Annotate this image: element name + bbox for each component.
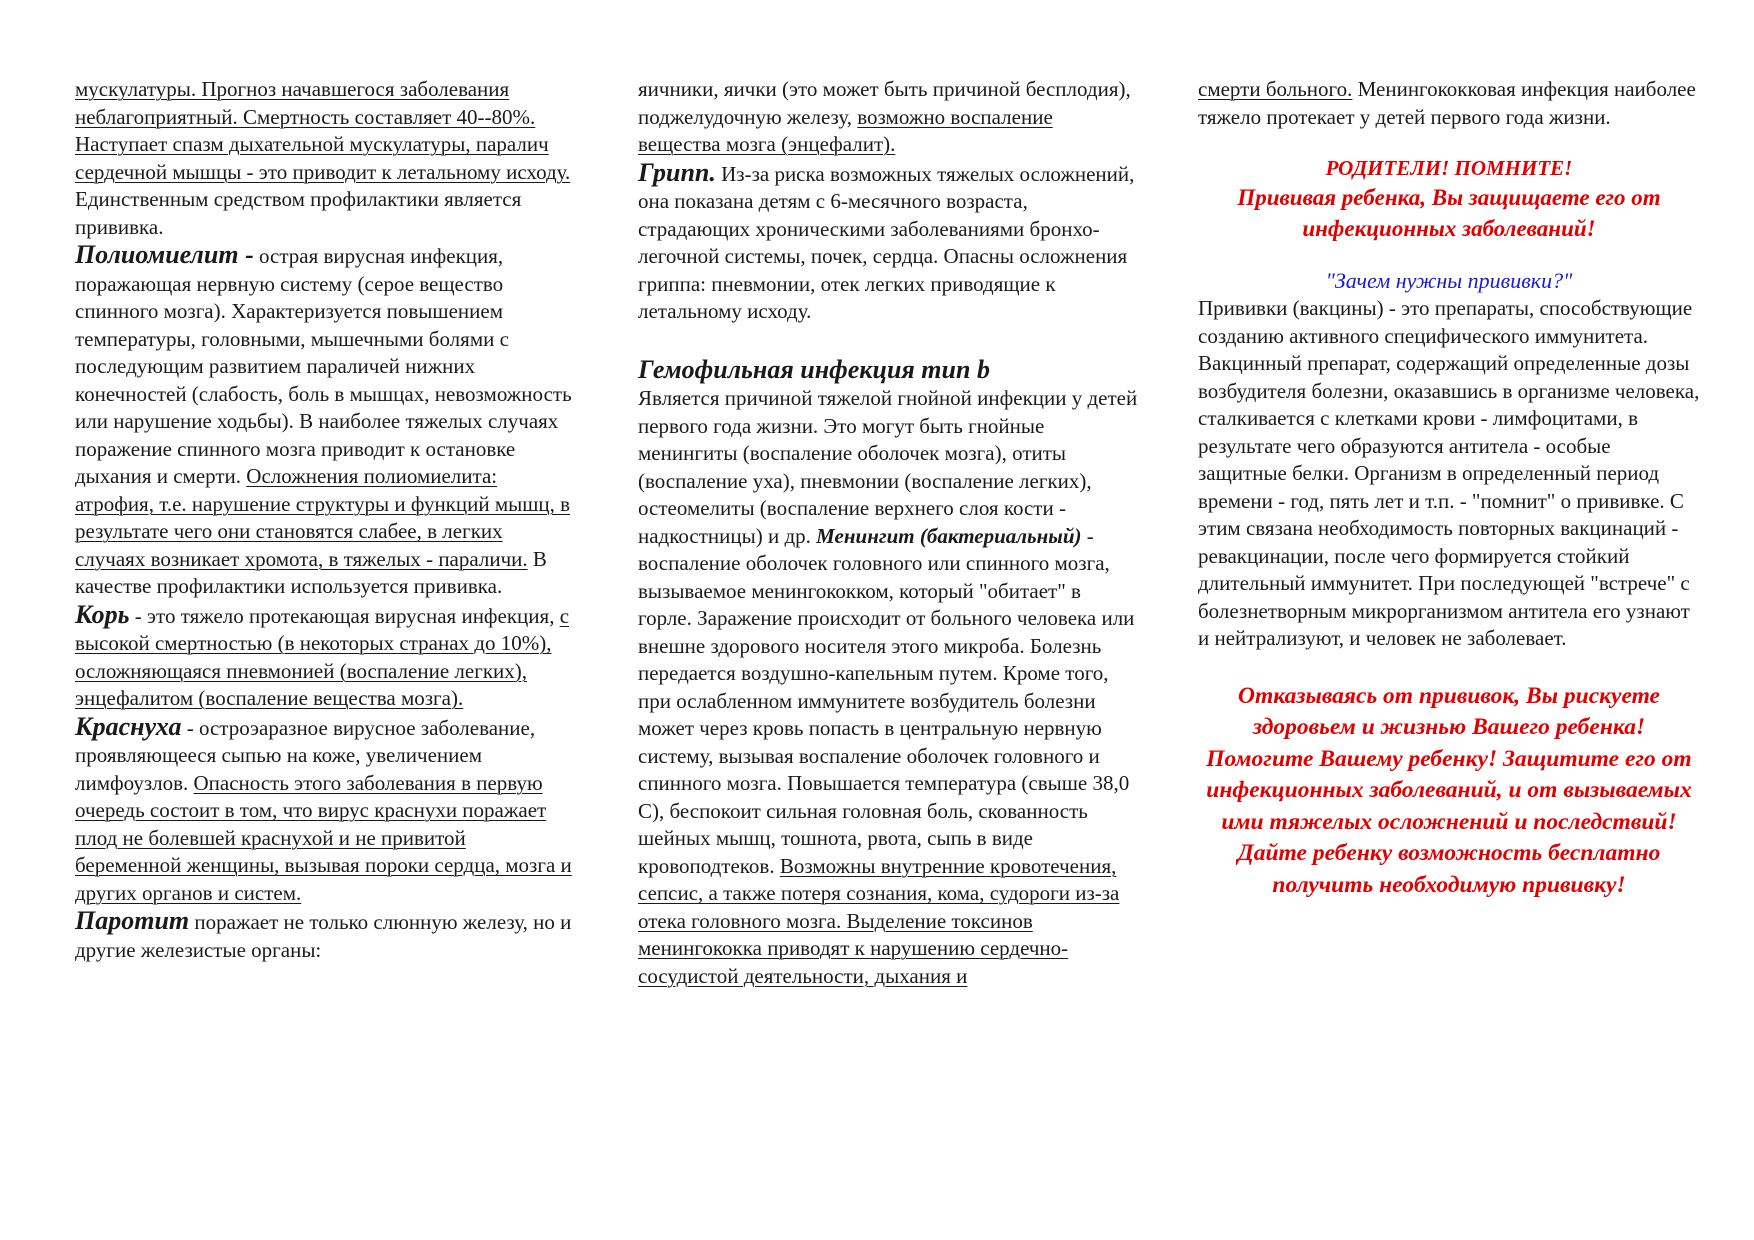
heading-flu: Грипп. bbox=[638, 157, 716, 187]
heading-hib: Гемофильная инфекция тип b bbox=[638, 354, 990, 384]
heading-meningitis: Менингит (бактериальный) bbox=[816, 523, 1082, 548]
body-text: - воспаление оболочек головного или спинного мозга, вызываемое менингококком, который "обитает" в горле. Заражение происходит от больного человека или внешне здорового носителя этого микроба. Болезнь передается воздушно-капельным путем. Кроме того, при ослабленном иммунитете возбудитель болезни может через кровь попасть в центральную нервную систему, вызывая воспаление оболочек головного и спинного мозга. Повышается температура (свыше 38,0 С), беспокоит сильная головная боль, скованность шейных мышц, тошнота, рвота, сыпь в виде кровоподтеков. bbox=[638, 523, 1135, 878]
paragraph-mumps-continued bbox=[638, 76, 1138, 159]
warning-text: Отказываясь от прививок, Вы рискуете здоровьем и жизнью Вашего ребенка! Помогите Вашему ребенку! Защитите его от инфекционных заболеваний, и от вызываемых ими тяжелых осложнений и последствий! Дайте ребенку возможность бесплатно получить необходимую прививку! bbox=[1206, 682, 1692, 898]
paragraph-tetanus-end bbox=[75, 76, 575, 241]
underlined-text: мускулатуры. Прогноз начавшегося заболевания неблагоприятный. Смертность составляет 40--80%. Наступает спазм дыхательной мускулатуры, паралич сердечной мышцы - это приводит к летальному исходу. bbox=[75, 77, 571, 184]
body-text: - это тяжело протекающая вирусная инфекция, bbox=[129, 603, 560, 628]
heading-rubella: Краснуха bbox=[75, 711, 182, 741]
paragraph-hib bbox=[638, 385, 1138, 990]
heading-mumps: Паротит bbox=[75, 906, 190, 935]
parents-remember-text: Прививая ребенка, Вы защищаете его от инфекционных заболеваний! bbox=[1237, 185, 1661, 241]
body-text: В качестве профилактики используется прививка. bbox=[75, 546, 547, 598]
paragraph-mumps bbox=[75, 907, 575, 964]
underlined-text: Возможны внутренние кровотечения, сепсис, а также потеря сознания, кома, судороги из-за отека головного мозга. Выделение токсинов менингококка приводят к нарушению сердечно-сосудистой деятельности, дыхания и bbox=[638, 853, 1120, 988]
paragraph-meningitis-end bbox=[1198, 76, 1700, 131]
column-right bbox=[1198, 76, 1700, 901]
column-left bbox=[75, 76, 575, 964]
body-text: Менингококковая инфекция наиболее тяжело протекает у детей первого года жизни. bbox=[1198, 77, 1696, 129]
body-text: Единственным средством профилактики является прививка. bbox=[75, 187, 522, 239]
why-vaccines-heading: "Зачем нужны прививки?" bbox=[1325, 268, 1573, 293]
underlined-text: с высокой смертностью (в некоторых странах до 10%), осложняющаяся пневмонией (воспаление легких), энцефалитом (воспаление вещества мозга). bbox=[75, 603, 570, 710]
paragraph-why-vaccines: Прививки (вакцины) - это препараты, способствующие созданию активного специфического иммунитета. Вакцинный препарат, содержащий определенные дозы возбудителя болезни, оказавшись в организме человека, сталкивается с клетками крови - лимфоцитами, в результате чего образуются антитела - особые защитные белки. Организм в определенный период времени - год, пять лет и т.п. - "помнит" о прививке. С этим связана необходимость повторных вакцинаций - ревакцинации, после чего формируется стойкий длительный иммунитет. При последующей "встрече" с болезнетворным микрорганизмом антитела его узнают и нейтрализуют, и человек не заболевает. bbox=[1198, 296, 1700, 650]
underlined-text: смерти больного. bbox=[1198, 77, 1353, 101]
body-text: поражает не только слюнную железу, но и другие железистые органы: bbox=[75, 910, 572, 962]
underlined-text: Осложнения полиомиелита: атрофия, т.е. нарушение структуры и функций мышц, в результате чего они становятся слабее, в легких случаях возникает хромота, в тяжелых - параличи. bbox=[75, 464, 571, 571]
body-text: яичники, яички (это может быть причиной бесплодия), поджелудочную железу, bbox=[638, 77, 1131, 129]
body-text: Является причиной тяжелой гнойной инфекции у детей первого года жизни. Это могут быть гнойные менингиты (воспаление оболочек мозга), отиты (воспаление уха), пневмонии (воспаление легких), остеомелиты (воспаление верхнего слоя кости - надкостницы) и др. bbox=[638, 386, 1138, 548]
body-text: острая вирусная инфекция, поражающая нервную систему (серое вещество спинного мозга). Характеризуется повышением температуры, головными, мышечными болями с последующим развитием параличей нижних конечностей (слабость, боль в мышцах, невозможность или нарушение ходьбы). В наиболее тяжелых случаях поражение спинного мозга приводит к остановке дыхания и смерти. bbox=[75, 244, 572, 488]
column-middle bbox=[638, 76, 1138, 990]
heading-polio: Полиомиелит - bbox=[75, 240, 254, 269]
underlined-text: Опасность этого заболевания в первую очередь состоит в том, что вирус краснухи поражает плод не болевшей краснухой и не привитой беременной женщины, вызывая пороки сердца, мозга и других органов и систем. bbox=[75, 770, 572, 905]
paragraph-rubella bbox=[75, 713, 575, 908]
underlined-text: возможно воспаление вещества мозга (энцефалит). bbox=[638, 104, 1053, 156]
heading-measles: Корь bbox=[75, 599, 130, 629]
body-text: Из-за риска возможных тяжелых осложнений, она показана детям с 6-месячного возраста, страдающих хроническими заболеваниями бронхо-легочной системы, почек, сердца. Опасны осложнения гриппа: пневмонии, отек легких приводящие к летальному исходу. bbox=[638, 161, 1135, 323]
parents-remember-heading: РОДИТЕЛИ! ПОМНИТЕ! bbox=[1325, 156, 1573, 180]
paragraph-polio bbox=[75, 241, 575, 601]
heading-hib-line bbox=[638, 356, 1138, 386]
body-text: - остроэаразное вирусное заболевание, проявляющееся сыпью на коже, увеличением лимфоузлов. bbox=[75, 715, 536, 795]
paragraph-measles bbox=[75, 601, 575, 713]
paragraph-flu bbox=[638, 159, 1138, 326]
